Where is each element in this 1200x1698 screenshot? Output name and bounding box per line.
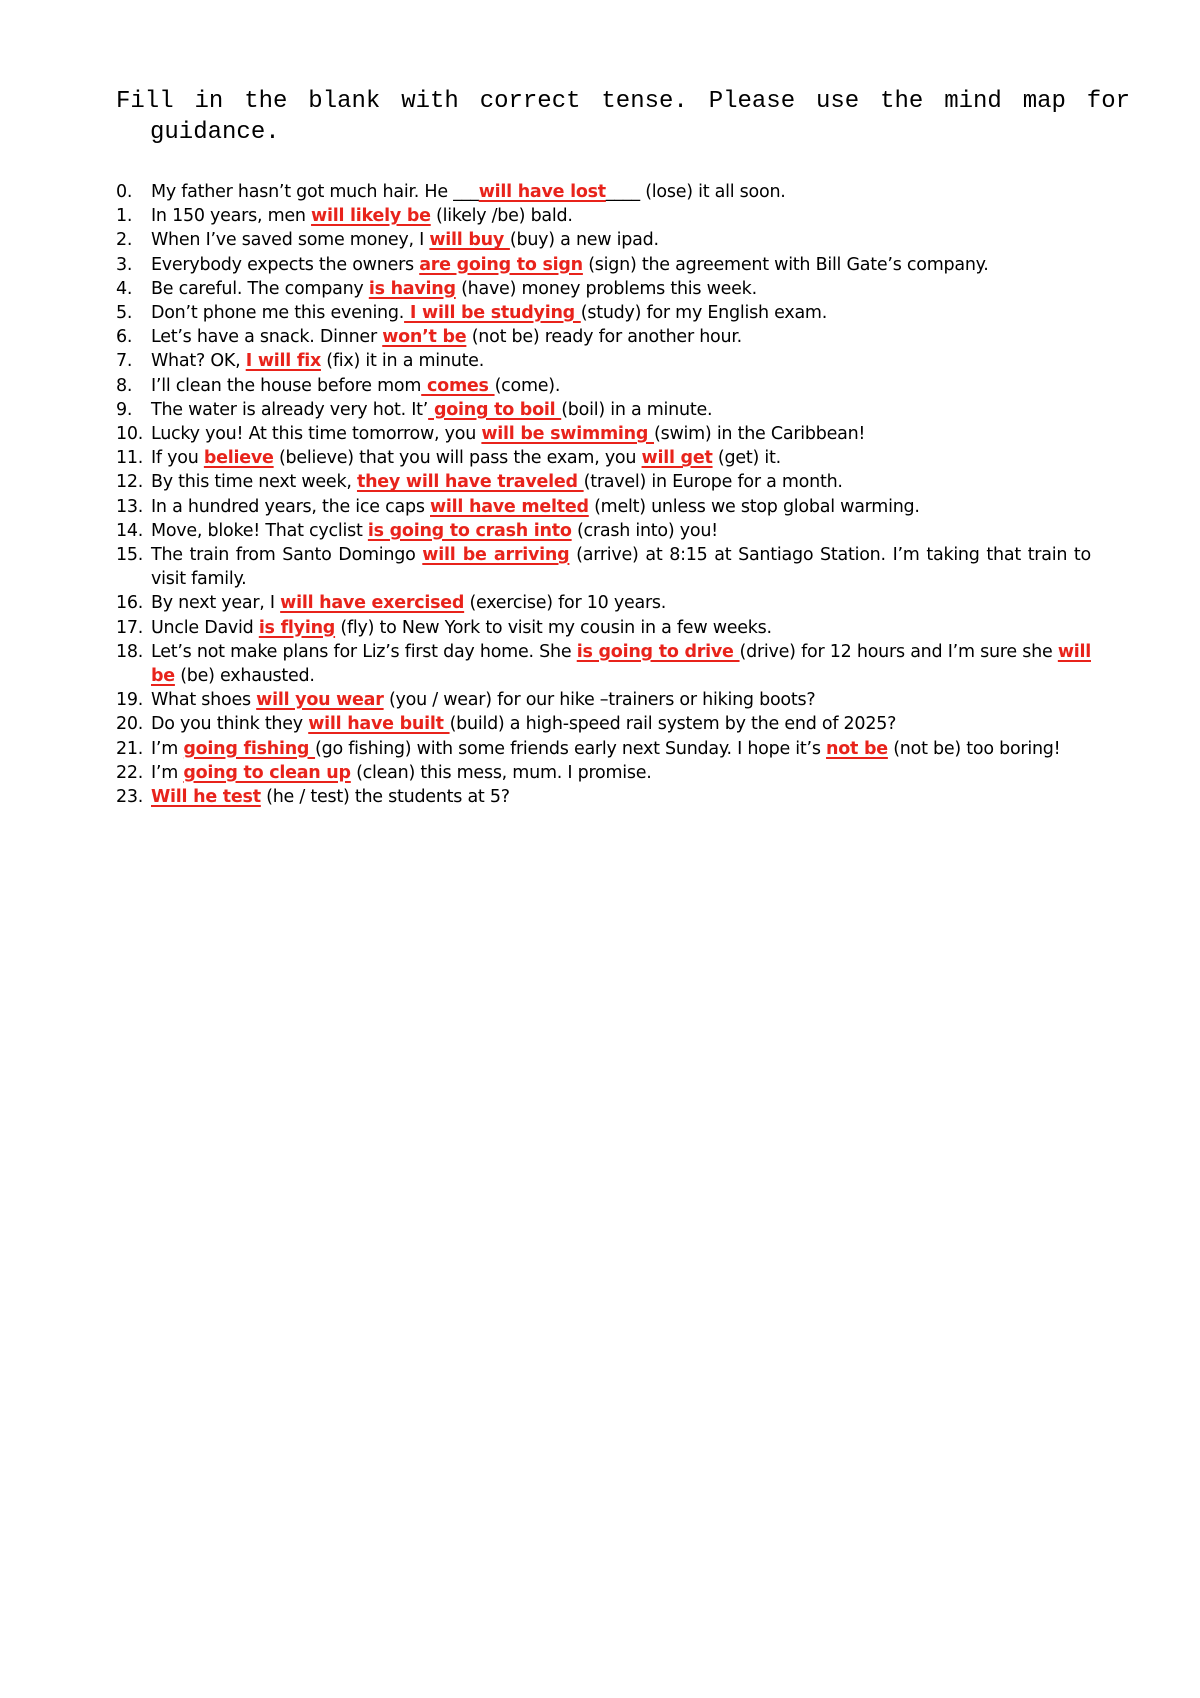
item-text: By this time next week, [151,472,357,493]
list-item [116,398,1091,422]
item-text: (not be) too boring! [887,738,1061,759]
item-number: 0. [116,182,133,202]
item-text: (clean) this mess, mum. I promise. [350,762,652,783]
item-text: (be) exhausted. [174,666,315,687]
list-item [116,616,1091,640]
answer-text: believe [203,448,274,469]
item-text: Uncle David [151,617,259,638]
item-number: 9. [116,399,133,420]
list-item [116,349,1091,373]
answer-text: will have melted [430,496,589,517]
item-text: I’m [151,738,184,759]
list-item [116,712,1091,736]
item-text: (get) it. [712,448,781,469]
item-number: 13. [116,496,144,517]
list-item [116,470,1091,494]
item-text: Lucky you! At this time tomorrow, you [151,424,482,445]
item-number: 2. [116,230,133,251]
answer-text: will have built [308,714,450,735]
answer-text: will have lost [478,182,606,202]
item-text: (swim) in the Caribbean! [654,424,866,445]
item-number: 4. [116,278,133,299]
item-number: 1. [116,206,133,227]
answer-text: I will be studying [404,303,581,324]
answer-text: Will he test [151,787,261,808]
list-item [116,446,1091,470]
item-number: 7. [116,351,133,372]
item-text: (you / wear) for our hike –trainers or hiking boots? [383,690,816,711]
list-item [116,277,1091,301]
item-text: Be careful. The company [151,278,369,299]
item-number: 10. [116,424,144,445]
list-item [116,495,1091,519]
list-item [116,180,1091,204]
item-number: 22. [116,762,144,783]
item-text: The train from Santo Domingo [151,545,423,566]
item-text: (fly) to New York to visit my cousin in a few weeks. [335,617,772,638]
item-number: 8. [116,375,133,396]
item-text: If you [151,448,204,469]
item-text: In a hundred years, the ice caps [151,496,430,517]
item-text: I’m [151,762,184,783]
answer-text: is going to crash into [367,520,572,541]
item-number: 3. [116,254,133,275]
page-title: Fill in the blank with correct tense. Please use the mind map for guidance. [116,88,1130,146]
answer-text: is flying [258,617,336,638]
answer-text: is going to drive [576,641,740,662]
item-text: (exercise) for 10 years. [464,593,667,614]
item-text: (travel) in Europe for a month. [583,472,843,493]
list-item [116,543,1091,591]
item-number: 19. [116,690,144,711]
item-number: 16. [116,593,144,614]
answer-text: will get [641,448,713,469]
item-number: 11. [116,448,144,469]
item-text: (he / test) the students at 5? [260,787,510,808]
item-text: (not be) ready for another hour. [466,327,742,348]
item-text: (buy) a new ipad. [509,230,659,251]
item-text: (fix) it in a minute. [320,351,485,372]
item-text: My father hasn’t got much hair. He [151,182,454,202]
list-item [116,325,1091,349]
list-item [116,374,1091,398]
item-text: (build) a high-speed rail system by the end of 2025? [449,714,897,735]
item-number: 17. [116,617,144,638]
answer-text: will be [151,641,1091,687]
item-number: 6. [116,327,133,348]
item-text: (sign) the agreement with Bill Gate’s company. [582,254,989,275]
item-text: (arrive) at 8:15 at Santiago Station. I’m taking that train to visit family. [151,545,1092,590]
answer-text: comes [421,375,495,396]
list-item [116,301,1091,325]
item-text: Let’s not make plans for Liz’s first day home. She [151,641,577,662]
answer-text: won’t be [382,327,467,348]
list-item [116,204,1091,228]
answer-text: is having [368,278,456,299]
item-number: 14. [116,520,144,541]
item-text: What? OK, [151,351,246,372]
item-text: (melt) unless we stop global warming. [588,496,920,517]
list-item [116,228,1091,252]
item-text: What shoes [151,690,257,711]
item-text: (go fishing) with some friends early next Sunday. I hope it’s [315,738,827,759]
item-text: When I’ve saved some money, I [151,230,430,251]
item-text: In 150 years, men [151,206,312,227]
item-number: 15. [116,545,144,566]
answer-text: going to boil [428,399,562,420]
item-text: Everybody expects the owners [151,254,420,275]
item-text: Let’s have a snack. Dinner [151,327,383,348]
item-text: (study) for my English exam. [580,303,828,324]
item-text: (likely /be) bald. [430,206,573,227]
item-text: (have) money problems this week. [455,278,757,299]
list-item [116,785,1091,809]
item-text: The water is already very hot. It’ [151,399,429,420]
item-number: 12. [116,472,144,493]
answer-text: will you wear [256,690,384,711]
item-text: (boil) in a minute. [561,399,713,420]
item-text: (crash into) you! [571,520,718,541]
answer-text: will be arriving [422,545,570,566]
list-item [116,640,1091,688]
blank-line: ____ [605,182,640,202]
item-number: 18. [116,641,144,662]
list-item [116,422,1091,446]
list-item [116,253,1091,277]
item-number: 5. [116,303,133,324]
list-item [116,737,1091,761]
answer-text: are going to sign [419,254,583,275]
item-text: Move, bloke! That cyclist [151,520,368,541]
item-number: 23. [116,787,144,808]
item-text: Do you think they [151,714,309,735]
item-text: By next year, I [151,593,281,614]
item-text: (come). [494,375,561,396]
list-item [116,591,1091,615]
answer-text: will buy [429,230,510,251]
item-text: (believe) that you will pass the exam, you [273,448,642,469]
item-text: (drive) for 12 hours and I’m sure she [739,641,1058,662]
item-text: I’ll clean the house before mom [151,375,422,396]
list-item [116,761,1091,785]
item-text: (lose) it all soon. [639,182,786,202]
answer-text: will have exercised [280,593,465,614]
item-text: Don’t phone me this evening. [151,303,405,324]
exercise-list [116,180,1091,809]
item-number: 20. [116,714,144,735]
list-item [116,519,1091,543]
answer-text: they will have traveled [356,472,584,493]
answer-text: going fishing [183,738,316,759]
answer-text: I will fix [245,351,321,372]
answer-text: not be [826,738,888,759]
list-item [116,688,1091,712]
item-number: 21. [116,738,144,759]
blank-line: ___ [453,182,479,202]
answer-text: will likely be [311,206,431,227]
answer-text: going to clean up [183,762,351,783]
answer-text: will be swimming [481,424,655,445]
